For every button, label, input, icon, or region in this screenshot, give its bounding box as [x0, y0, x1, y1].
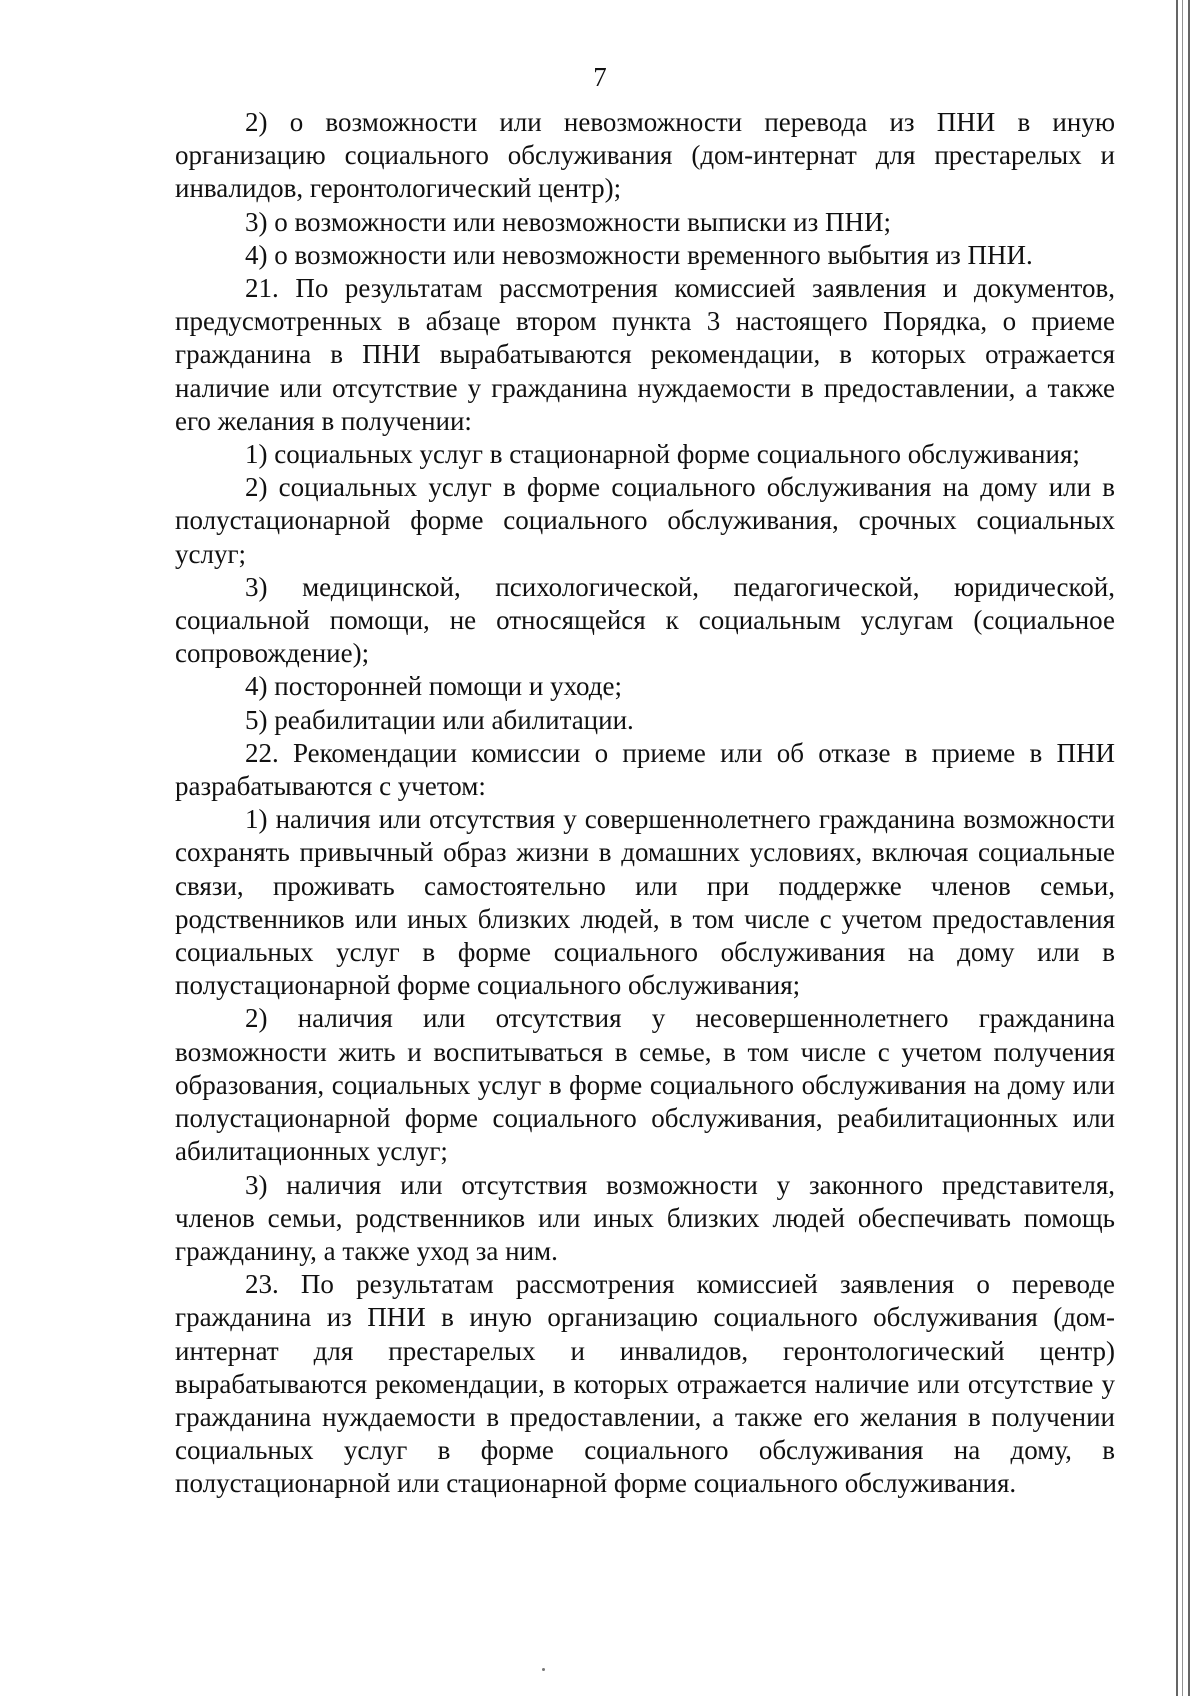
paragraph-22-item-2: 2) наличия или отсутствия у несовершеннолетнего гражданина возможности жить и воспитываться в семье, в том числе с учетом получения образования, социальных услуг в форме социального обслуживания на дому или полустационарной форме социального обслуживания, реабилитационных или абилитационных услуг; — [175, 1003, 1115, 1167]
paragraph-item-3-discharge: 3) о возможности или невозможности выписки из ПНИ; — [245, 206, 892, 237]
scan-edge-line — [1176, 0, 1178, 1696]
paragraph-21-item-5: 5) реабилитации или абилитации. — [245, 704, 634, 735]
paragraph-22-item-3: 3) наличия или отсутствия возможности у законного представителя, членов семьи, родственников или иных близких людей обеспечивать помощь гражданину, а также уход за ним. — [175, 1169, 1115, 1266]
paragraph-22-item-1: 1) наличия или отсутствия у совершеннолетнего гражданина возможности сохранять привычный образ жизни в домашних условиях, включая социальные связи, проживать самостоятельно или при поддержке членов семьи, родственников или иных близких людей, в том числе с учетом предоставления социальных услуг в форме социального обслуживания на дому или в полустационарной форме социального обслуживания; — [175, 804, 1115, 1001]
scan-edge-lines — [1176, 0, 1194, 1696]
paragraph-item-2-transfer: 2) о возможности или невозможности перевода из ПНИ в иную организацию социального обслуживания (дом-интернат для престарелых и инвалидов, геронтологический центр); — [175, 107, 1115, 204]
paragraph-21-item-3: 3) медицинской, психологической, педагогической, юридической, социальной помощи, не относящейся к социальным услугам (социальное сопровождение); — [175, 571, 1115, 669]
paragraph-21-item-2: 2) социальных услуг в форме социального обслуживания на дому или в полустационарной форме социального обслуживания, срочных социальных услуг; — [175, 472, 1115, 569]
paragraph-23: 23. По результатам рассмотрения комиссией заявления о переводе гражданина из ПНИ в иную организацию социального обслуживания (дом-интернат для престарелых и инвалидов, геронтологический центр) вырабатываются рекомендации, в которых отражается наличие или отсутствие у гражданина нуждаемости в предоставлении, а также его желания в получении социальных услуг в форме социального обслуживания на дому, в полустационарной или стационарной форме социального обслуживания. — [175, 1269, 1115, 1499]
page-number: 7 — [593, 62, 607, 92]
paragraph-21-item-1: 1) социальных услуг в стационарной форме социального обслуживания; — [245, 439, 1080, 470]
paragraph-item-4-temporary-leave: 4) о возможности или невозможности временного выбытия из ПНИ. — [245, 239, 1033, 270]
paragraph-22: 22. Рекомендации комиссии о приеме или об отказе в приеме в ПНИ разрабатываются с учетом: — [175, 737, 1115, 802]
scan-speck — [542, 1668, 545, 1671]
paragraph-21: 21. По результатам рассмотрения комиссией заявления и документов, предусмотренных в абзаце втором пункта 3 настоящего Порядка, о приеме гражданина в ПНИ вырабатываются рекомендации, в которых отражается наличие или отсутствие у гражданина нуждаемости в предоставлении, а также его желания в получении: — [175, 273, 1115, 436]
paragraph-21-item-4: 4) посторонней помощи и уходе; — [245, 671, 622, 702]
scan-edge-line — [1182, 0, 1183, 1696]
document-body — [175, 106, 1115, 1501]
scan-edge-line — [1188, 0, 1190, 1696]
